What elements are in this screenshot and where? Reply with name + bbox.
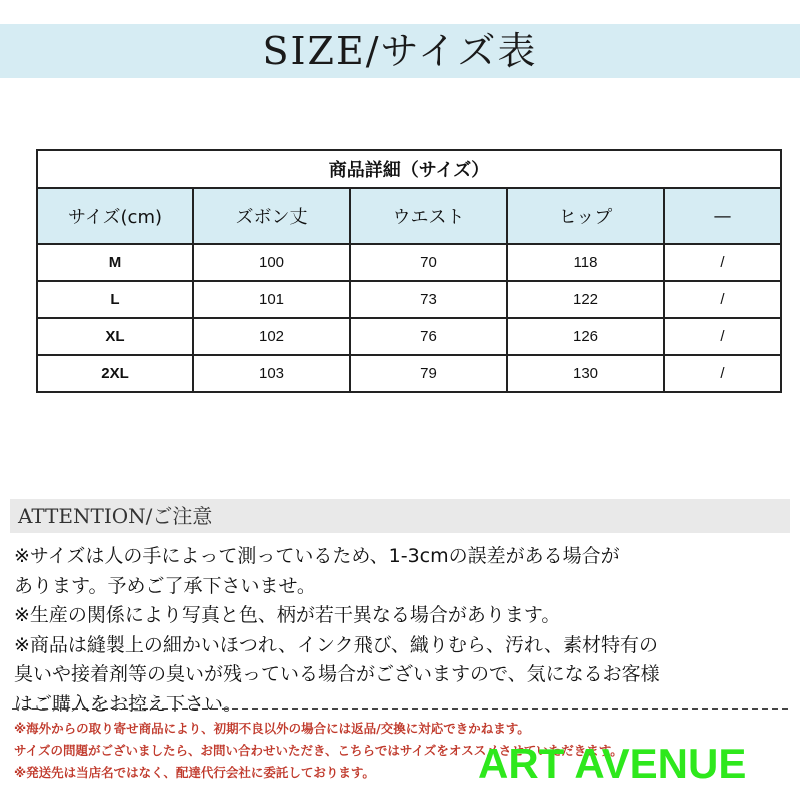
length-cell: 103 xyxy=(193,355,350,392)
hip-cell: 130 xyxy=(507,355,664,392)
hip-cell: 118 xyxy=(507,244,664,281)
note-line: ※生産の関係により写真と色、柄が若干異なる場合があります。 xyxy=(14,604,561,626)
size-table xyxy=(36,149,782,393)
other-cell: / xyxy=(664,318,781,355)
note-line: 臭いや接着剤等の臭いが残っている場合がございますので、気になるお客様 xyxy=(14,663,660,685)
column-header-size: サイズ(cm) xyxy=(37,188,193,244)
length-cell: 100 xyxy=(193,244,350,281)
size-cell: M xyxy=(37,244,193,281)
page-title: SIZE/サイズ表 xyxy=(262,29,538,73)
table-caption: 商品詳細（サイズ） xyxy=(37,150,781,188)
fine-print-line: ※海外からの取り寄せ商品により、初期不良以外の場合には返品/交換に対応できかねます。 xyxy=(14,721,530,736)
table-row xyxy=(37,244,781,281)
hip-cell: 126 xyxy=(507,318,664,355)
size-cell: 2XL xyxy=(37,355,193,392)
table-row xyxy=(37,318,781,355)
brand-watermark: ART AVENUE xyxy=(478,740,747,787)
waist-cell: 76 xyxy=(350,318,507,355)
size-cell: XL xyxy=(37,318,193,355)
table-row xyxy=(37,281,781,318)
column-header-hip: ヒップ xyxy=(507,188,664,244)
fine-print-line: ※発送先は当店名ではなく、配達代行会社に委託しております。 xyxy=(14,765,375,780)
attention-notes xyxy=(14,542,794,719)
waist-cell: 70 xyxy=(350,244,507,281)
other-cell: / xyxy=(664,281,781,318)
waist-cell: 79 xyxy=(350,355,507,392)
dashed-divider xyxy=(12,708,788,710)
note-line: ※サイズは人の手によって測っているため、1-3cmの誤差がある場合が xyxy=(14,545,620,567)
hip-cell: 122 xyxy=(507,281,664,318)
table-header-row xyxy=(37,188,781,244)
attention-heading: ATTENTION/ご注意 xyxy=(18,504,213,528)
note-line: ※商品は縫製上の細かいほつれ、インク飛び、織りむら、汚れ、素材特有の xyxy=(14,633,659,656)
table-row xyxy=(37,355,781,392)
length-cell: 101 xyxy=(193,281,350,318)
column-header-length: ズボン丈 xyxy=(193,188,350,244)
other-cell: / xyxy=(664,244,781,281)
column-header-other: — xyxy=(664,188,781,244)
waist-cell: 73 xyxy=(350,281,507,318)
fine-print-line: サイズの問題がございましたら、お問い合わせいただき、こちらではサイズをオススメさせていただきます。 xyxy=(14,743,623,758)
other-cell: / xyxy=(664,355,781,392)
column-header-waist: ウエスト xyxy=(350,188,507,244)
note-line: あります。予めご了承下さいませ。 xyxy=(14,574,316,597)
size-cell: L xyxy=(37,281,193,318)
length-cell: 102 xyxy=(193,318,350,355)
note-line: はご購入をお控え下さい。 xyxy=(14,692,243,715)
